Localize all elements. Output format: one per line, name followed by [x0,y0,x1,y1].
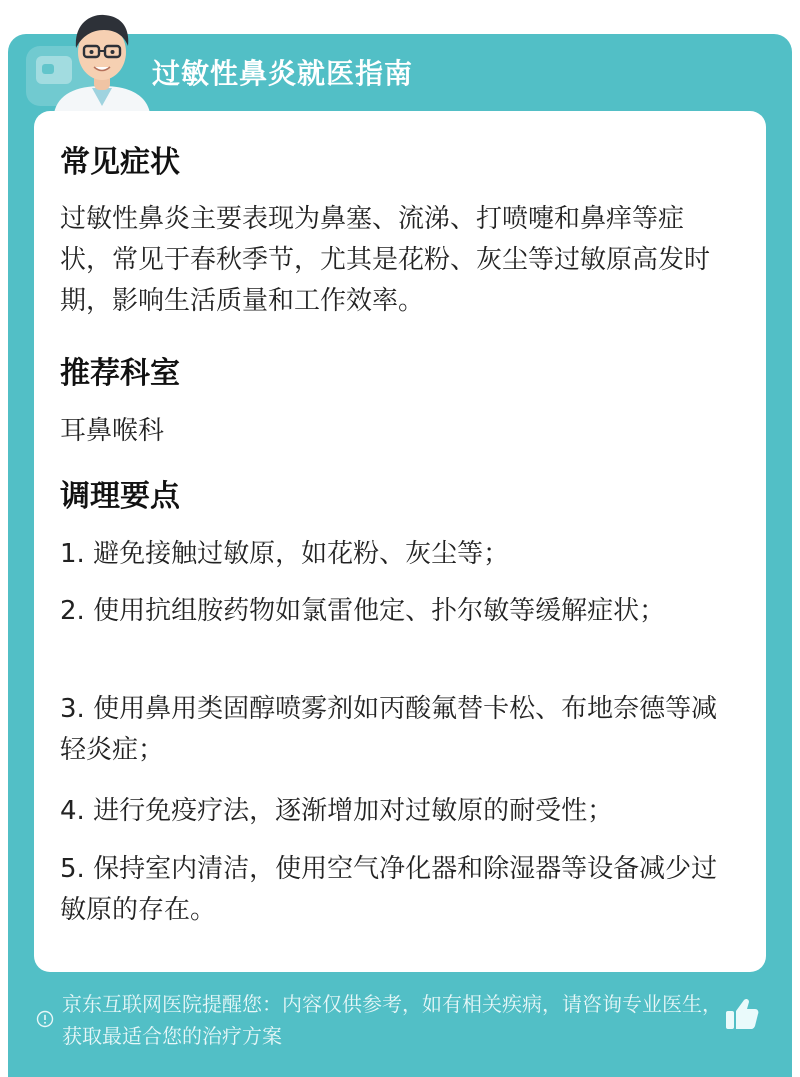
page-title: 过敏性鼻炎就医指南 [152,57,414,90]
content-card [34,111,766,972]
info-circle-icon [36,1010,54,1028]
care-item: 1. 避免接触过敏原，如花粉、灰尘等； [60,539,510,569]
care-item: 3. 使用鼻用类固醇喷雾剂如丙酸氟替卡松、布地奈德等减轻炎症； [60,694,718,765]
care-item: 4. 进行免疫疗法，逐渐增加对过敏原的耐受性； [60,796,614,826]
care-item: 5. 保持室内清洁，使用空气净化器和除湿器等设备减少过敏原的存在。 [60,854,718,925]
thumbs-up-icon[interactable] [722,994,762,1034]
care-item: 2. 使用抗组胺药物如氯雷他定、扑尔敏等缓解症状； [60,596,666,626]
symptoms-text: 过敏性鼻炎主要表现为鼻塞、流涕、打喷嚏和鼻痒等症状，常见于春秋季节，尤其是花粉、灰尘等过敏原高发时期，影响生活质量和工作效率。 [60,204,711,316]
section-title-symptoms: 常见症状 [60,145,180,180]
department-text: 耳鼻喉科 [60,416,165,446]
section-title-department: 推荐科室 [60,356,180,391]
disclaimer-text: 京东互联网医院提醒您：内容仅供参考，如有相关疾病，请咨询专业医生，获取最适合您的治疗方案 [62,992,722,1048]
doctor-avatar [46,8,158,113]
section-title-care: 调理要点 [60,479,180,514]
